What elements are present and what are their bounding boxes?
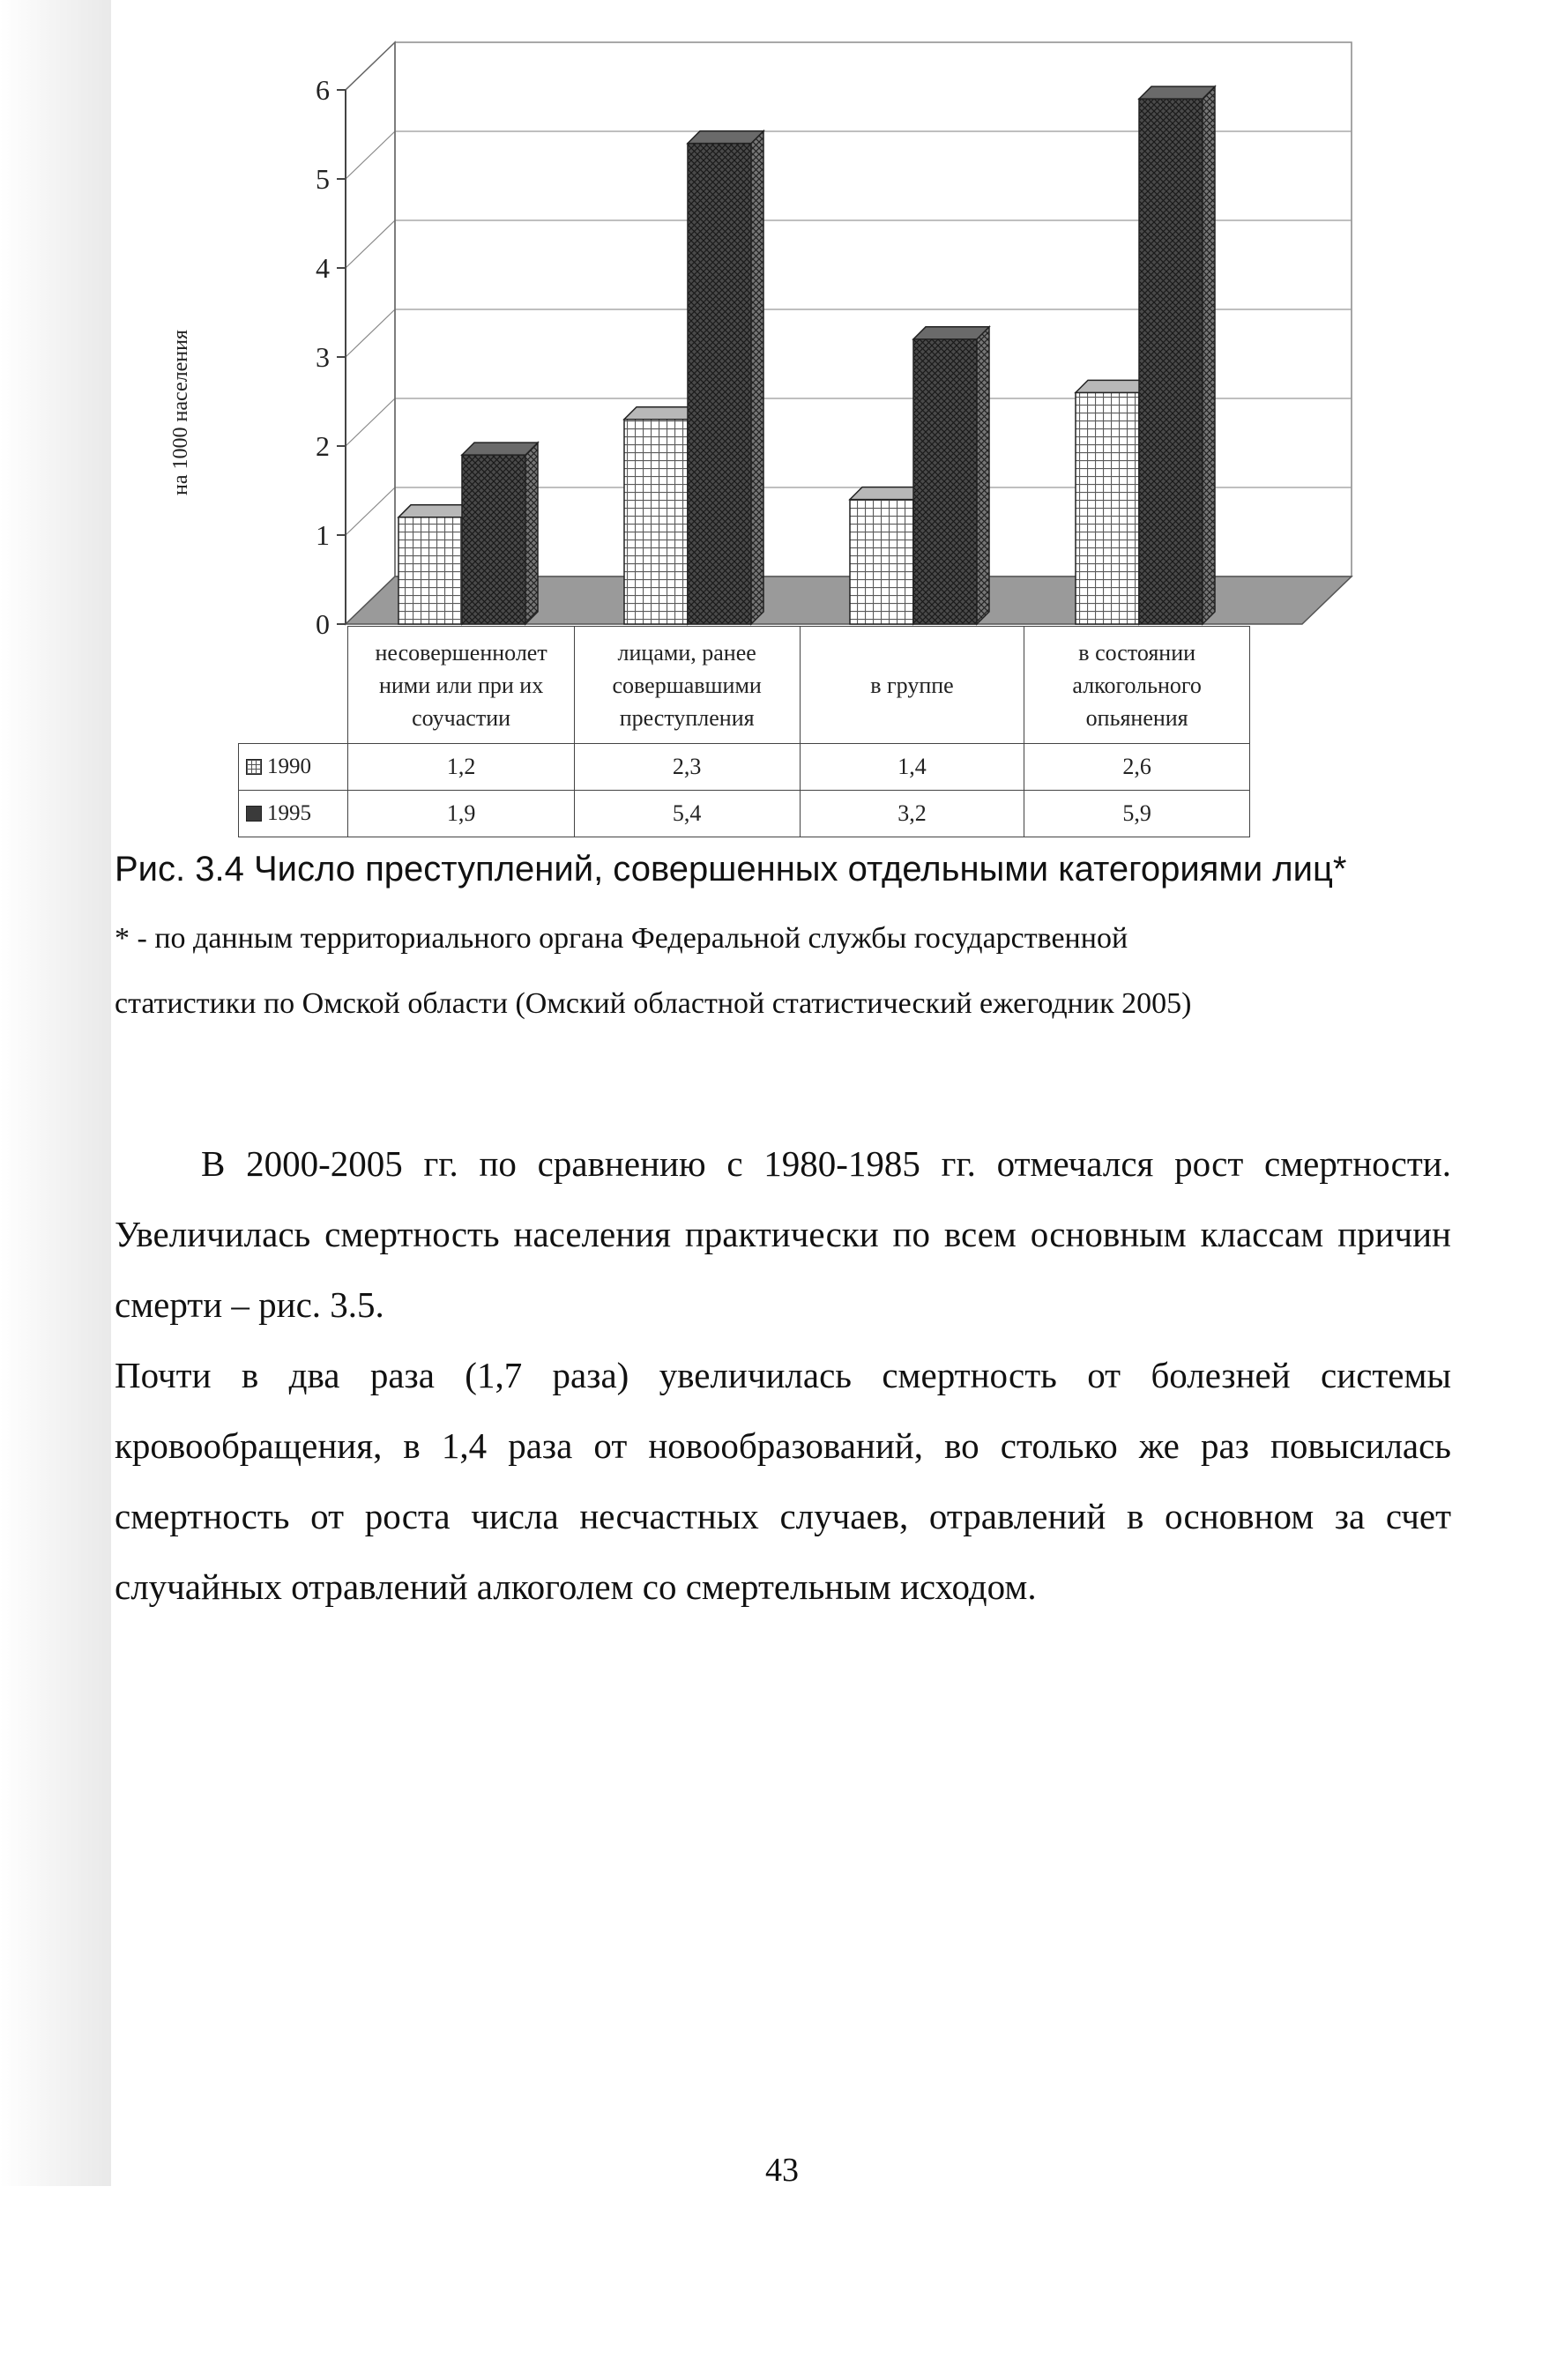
data-label-1990-3: 2,6 bbox=[1024, 744, 1250, 791]
category-label-line: в группе bbox=[870, 672, 954, 698]
grid-side-1 bbox=[346, 487, 395, 535]
legend-swatch-1990 bbox=[246, 759, 262, 775]
paragraph-2: Почти в два раза (1,7 раза) увеличилась смертность от болезней системы кровообращения, в 1,4 раза от новообразований, во столько же раз повысилась смертность от роста числа несчастных случаев, отравлений в основном за счет случайных отравлений алкоголем со смертельным исходом. bbox=[115, 1355, 1451, 1607]
bar-front bbox=[624, 420, 688, 624]
y-tick-label-0: 0 bbox=[316, 608, 330, 640]
y-axis-label: на 1000 населения bbox=[169, 330, 192, 495]
bar-front bbox=[462, 455, 525, 624]
category-label-2 bbox=[800, 627, 1024, 744]
grid-side-4 bbox=[346, 220, 395, 268]
bar-front bbox=[913, 339, 977, 624]
category-label-line: лицами, ранее bbox=[617, 639, 756, 666]
bar-top bbox=[462, 443, 538, 455]
data-label-1990-0: 1,2 bbox=[348, 744, 574, 791]
bar-side bbox=[977, 327, 989, 624]
y-tick-label-4: 4 bbox=[316, 252, 330, 284]
source-note-line2: статистики по Омской области (Омский областной статистический ежегодник 2005) bbox=[115, 987, 1192, 1020]
bar-side bbox=[751, 131, 763, 624]
data-table bbox=[238, 626, 1250, 837]
series-row-1995 bbox=[239, 791, 1250, 837]
bar-1995-1 bbox=[688, 131, 763, 624]
y-axis bbox=[316, 74, 346, 640]
paragraph-1: В 2000-2005 гг. по сравнению с 1980-1985 гг. отмечался рост смертности. Увеличилась смертность населения практически по всем основным классам причин смерти – рис. 3.5. bbox=[115, 1143, 1451, 1325]
bar-1995-2 bbox=[913, 327, 989, 624]
category-label-1 bbox=[574, 627, 800, 744]
bar-front bbox=[688, 144, 751, 624]
legend-swatch-1995 bbox=[246, 806, 262, 822]
data-label-1995-0: 1,9 bbox=[348, 791, 574, 837]
bar-front bbox=[398, 517, 462, 624]
grid-side-3 bbox=[346, 309, 395, 357]
data-label-1995-3: 5,9 bbox=[1024, 791, 1250, 837]
legend-1995: 1995 bbox=[239, 791, 348, 837]
bar-top bbox=[913, 327, 989, 339]
bar-1995-0 bbox=[462, 443, 538, 624]
category-label-line: алкогольного bbox=[1072, 672, 1202, 698]
category-label-line: несовершеннолет bbox=[375, 639, 547, 666]
bar-top bbox=[688, 131, 763, 144]
source-note-line1: * - по данным территориального органа Федеральной службы государственной bbox=[115, 922, 1128, 955]
grid-side-5 bbox=[346, 131, 395, 179]
bar-front bbox=[1076, 392, 1139, 624]
data-label-1990-2: 1,4 bbox=[800, 744, 1024, 791]
body-text bbox=[115, 1128, 1451, 1622]
category-label-line: опьянения bbox=[1085, 704, 1188, 731]
bar-side bbox=[1203, 86, 1215, 624]
category-row bbox=[239, 627, 1250, 744]
grid-side-2 bbox=[346, 398, 395, 446]
page-number: 43 bbox=[765, 2152, 799, 2189]
category-label-line: ними или при их bbox=[378, 672, 544, 698]
category-label-line: преступления bbox=[619, 704, 755, 731]
legend-1990: 1990 bbox=[239, 744, 348, 791]
y-tick-label-3: 3 bbox=[316, 341, 330, 373]
y-tick-label-6: 6 bbox=[316, 74, 330, 106]
data-label-1995-2: 3,2 bbox=[800, 791, 1024, 837]
bar-front bbox=[1139, 99, 1203, 624]
series-row-1990 bbox=[239, 744, 1250, 791]
bar-front bbox=[850, 500, 913, 624]
category-label-line: соучастии bbox=[412, 704, 511, 731]
category-label-3 bbox=[1024, 627, 1250, 744]
category-label-line: в состоянии bbox=[1078, 639, 1196, 666]
y-tick-label-5: 5 bbox=[316, 163, 330, 195]
bar-1995-3 bbox=[1139, 86, 1215, 624]
data-label-1990-1: 2,3 bbox=[574, 744, 800, 791]
figure-caption: Рис. 3.4 Число преступлений, совершенных отдельными категориями лиц* bbox=[115, 850, 1347, 889]
category-label-0 bbox=[348, 627, 574, 744]
data-label-1995-1: 5,4 bbox=[574, 791, 800, 837]
y-tick-label-2: 2 bbox=[316, 430, 330, 462]
category-label-line: совершавшими bbox=[612, 672, 762, 698]
y-tick-label-1: 1 bbox=[316, 519, 330, 551]
bar-top bbox=[1139, 86, 1215, 99]
bar-side bbox=[525, 443, 538, 624]
